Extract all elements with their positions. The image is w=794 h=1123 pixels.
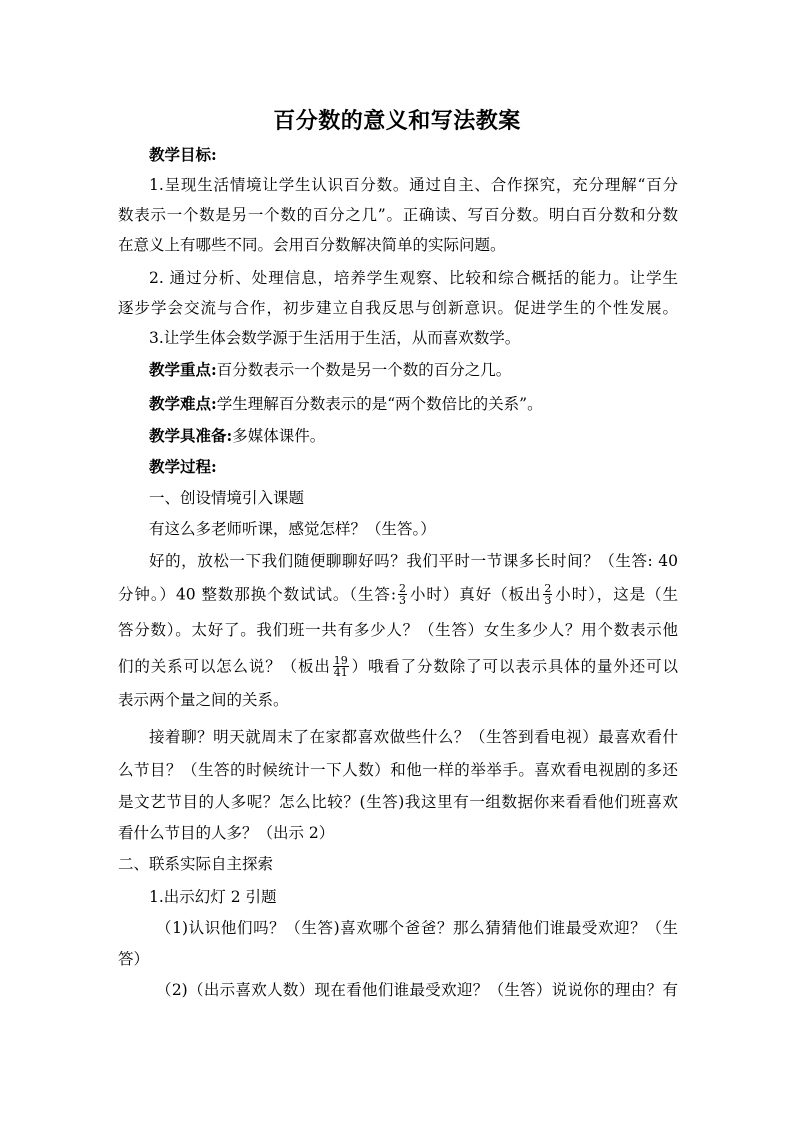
para2-line2-c: 小时），这是（生 [554,585,678,604]
key-point [118,360,678,380]
difficult-point [118,394,678,414]
process-heading: 教学过程: [149,457,217,476]
goal2-line2: 逐步学会交流与合作，初步建立自我反思与创新意识。促进学生的个性发展。 [118,299,678,317]
fraction-two-thirds-a [398,584,407,606]
para1: 有这么多老师听课，感觉怎样？（生答。） [149,520,436,538]
goal1-line2: 数表示一个数是另一个数的百分之几”。正确读、写百分数。明白百分数和分数 [118,206,678,224]
fraction-denominator: 3 [399,594,407,607]
key-point-text: 百分数表示一个数是另一个数的百分之几。 [216,361,512,379]
goal1-line3: 在意义上有哪些不同。会用百分数解决简单的实际问题。 [118,236,506,254]
materials-text: 多媒体课件。 [232,427,326,445]
fraction-numerator: 2 [544,584,552,595]
para2-line2-b: 小时）真好（板出 [409,585,542,604]
fraction-two-thirds-b [543,584,552,606]
difficult-point-label: 教学难点: [149,394,217,413]
fraction-numerator: 2 [399,584,407,595]
goal3-line: 3.让学生体会数学源于生活用于生活，从而喜欢数学。 [149,329,521,347]
item1-line: 1.出示幻灯 2 引题 [149,888,277,906]
goal1-line1: 1.呈现生活情境让学生认识百分数。通过自主、合作探究，充分理解“百分 [149,176,678,194]
goal-heading: 教学目标: [149,145,217,164]
fraction-denominator: 41 [333,666,348,679]
para2-line5: 表示两个量之间的关系。 [118,691,289,709]
goal2-line1: 2. 通过分析、处理信息，培养学生观察、比较和综合概括的能力。让学生 [149,269,678,287]
para3-line4: 看什么节目的人多？（出示 2） [118,824,335,842]
question2-line1: （2)（出示喜欢人数）现在看他们谁最受欢迎？（生答）说说你的理由？有 [156,981,678,999]
para3-line1: 接着聊？明天就周末了在家都喜欢做些什么？（生答到看电视）最喜欢看什 [149,728,678,746]
para3-line3: 是文艺节目的人多呢？怎么比较？(生答)我这里有一组数据你来看看他们班喜欢 [118,793,678,811]
materials-label: 教学具准备: [149,426,233,445]
question1-line2: 答） [118,950,150,968]
fraction-denominator: 3 [544,594,552,607]
fraction-numerator: 19 [333,656,348,667]
fraction-nineteen-fortyone [333,656,349,678]
difficult-point-text: 学生理解百分数表示的是“两个数倍比的关系”。 [216,395,543,413]
para2-line4-a: 们的关系可以怎么说？（板出 [118,657,331,676]
document-title: 百分数的意义和写法教案 [273,108,521,134]
para3-line2: 么节目？（生答的时候统计一下人数）和他一样的举举手。喜欢看电视剧的多还 [118,761,678,779]
para2-line1: 好的，放松一下我们随便聊聊好吗？我们平时一节课多长时间？（生答: 40 [149,552,678,570]
para2-line4 [118,656,678,679]
section2-heading: 二、联系实际自主探索 [118,855,274,873]
materials [118,426,678,446]
section1-heading: 一、创设情境引入课题 [149,489,305,507]
para2-line2-a: 分钟。）40 整数那换个数试试。（生答: [118,585,397,604]
key-point-label: 教学重点: [149,360,217,379]
para2-line4-b: ）哦看了分数除了可以表示具体的量外还可以 [350,657,678,676]
para2-line2 [118,584,678,607]
para2-line3: 答分数）。太好了。我们班一共有多少人？（生答）女生多少人？用个数表示他 [118,621,678,639]
question1-line1: （1)认识他们吗？（生答)喜欢哪个爸爸？那么猜猜他们谁最受欢迎？（生 [156,919,678,937]
